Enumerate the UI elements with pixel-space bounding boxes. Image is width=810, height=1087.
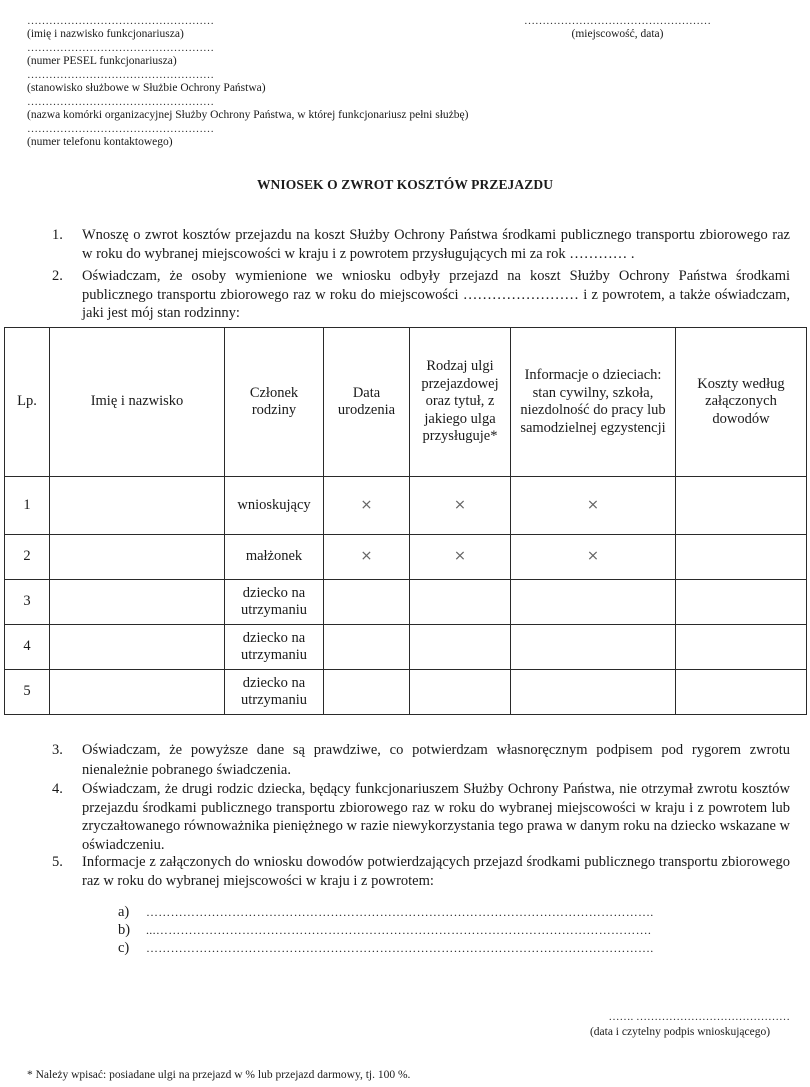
evidence-label-a: a) — [118, 904, 130, 920]
position-field-dots: …………………………………………… — [27, 70, 214, 81]
point-3-text: Oświadczam, że powyższe dane są prawdziwe, co potwierdzam własnoręcznym podpisem pod rygorem zwrotu nienależnie pobranego świadczenia. — [82, 742, 790, 778]
cell-costs[interactable] — [676, 580, 807, 625]
pesel-field-dots: …………………………………………… — [27, 43, 214, 54]
phone-field[interactable] — [27, 124, 249, 149]
col-header-lp: Lp. — [5, 328, 50, 477]
cell-member: dziecko na utrzymaniu — [225, 625, 324, 670]
point-2-text: Oświadczam, że osoby wymienione we wniosku odbyły przejazd na koszt Służby Ochrony Państwa środkami publicznego transportu zbiorowego raz w roku do miejscowości …………………… i z powrotem, a także oświadczam, jaki jest mój stan rodzinny: — [82, 268, 790, 321]
cell-costs[interactable] — [676, 477, 807, 535]
cell-name[interactable] — [50, 580, 225, 625]
point-3-number: 3. — [52, 742, 63, 758]
phone-field-label: (numer telefonu kontaktowego) — [27, 136, 173, 148]
cell-name[interactable] — [50, 625, 225, 670]
evidence-dots-c: ……………………………………………………………………………………………………………. — [146, 941, 654, 955]
cell-birth[interactable] — [324, 625, 410, 670]
cell-name[interactable] — [50, 477, 225, 535]
signature-field[interactable] — [550, 1012, 790, 1039]
cell-lp: 2 — [5, 535, 50, 580]
col-header-relief: Rodzaj ulgi przejazdowej oraz tytuł, z jakiego ulga przysługuje* — [410, 328, 511, 477]
table-row — [5, 670, 807, 715]
position-field[interactable] — [27, 70, 266, 95]
point-5-number: 5. — [52, 854, 63, 870]
cell-lp: 4 — [5, 625, 50, 670]
cell-children[interactable] — [511, 625, 676, 670]
point-1-number: 1. — [52, 227, 63, 243]
col-header-birth: Data urodzenia — [324, 328, 410, 477]
unit-field-label: (nazwa komórki organizacyjnej Służby Ochrony Państwa, w której funkcjonariusz pełni służbę) — [27, 109, 469, 121]
cell-costs[interactable] — [676, 535, 807, 580]
cell-children[interactable] — [511, 670, 676, 715]
phone-field-dots: …………………………………………… — [27, 124, 214, 135]
point-5 — [52, 853, 790, 890]
cell-relief: × — [410, 535, 511, 580]
point-3 — [52, 740, 790, 780]
cell-member: wnioskujący — [225, 477, 324, 535]
cell-lp: 5 — [5, 670, 50, 715]
cell-relief[interactable] — [410, 670, 511, 715]
unit-field[interactable] — [27, 97, 468, 122]
col-header-costs: Koszty według załączonych dowodów — [676, 328, 807, 477]
col-header-member: Członek rodziny — [225, 328, 324, 477]
cell-name[interactable] — [50, 535, 225, 580]
cell-birth: × — [324, 477, 410, 535]
evidence-dots-b: ...…………………………………………………………………………………………………………. — [146, 923, 652, 937]
cell-relief[interactable] — [410, 580, 511, 625]
cell-member: dziecko na utrzymaniu — [225, 580, 324, 625]
evidence-label-c: c) — [118, 940, 130, 956]
cell-member: dziecko na utrzymaniu — [225, 670, 324, 715]
name-field[interactable] — [27, 16, 249, 41]
col-header-children: Informacje o dzieciach: stan cywilny, szkoła, niezdolność do pracy lub samodzielnej egzystencji — [511, 328, 676, 477]
evidence-label-b: b) — [118, 922, 131, 938]
pesel-field-label: (numer PESEL funkcjonariusza) — [27, 55, 177, 67]
point-4-text: Oświadczam, że drugi rodzic dziecka, będący funkcjonariuszem Służby Ochrony Państwa, nie otrzymał zwrotu kosztów przejazdu środkami publicznego transportu zbiorowego raz w roku do wybranej miejscowości w kraju i z powrotem lub zryczałtowanego równoważnika pieniężnego w razie niewykorzystania tego prawa w danym roku na dziecko wskazane w oświadczeniu. — [82, 781, 790, 853]
table-row — [5, 535, 807, 580]
position-field-label: (stanowisko służbowe w Służbie Ochrony Państwa) — [27, 82, 266, 94]
table-row — [5, 477, 807, 535]
point-2 — [52, 267, 790, 323]
cell-children: × — [511, 535, 676, 580]
cell-costs[interactable] — [676, 625, 807, 670]
page-title: WNIOSEK O ZWROT KOSZTÓW PRZEJAZDU — [256, 177, 554, 192]
table-row — [5, 580, 807, 625]
footnote: * Należy wpisać: posiadane ulgi na przejazd w % lub przejazd darmowy, tj. 100 %. — [27, 1069, 411, 1081]
col-header-name: Imię i nazwisko — [50, 328, 225, 477]
evidence-item-b[interactable] — [118, 921, 793, 939]
table-header-row — [5, 328, 807, 477]
cell-relief: × — [410, 477, 511, 535]
evidence-item-a[interactable] — [118, 903, 793, 921]
point-1-text: Wnoszę o zwrot kosztów przejazdu na koszt Służby Ochrony Państwa środkami publicznego transportu zbiorowego raz w roku do wybranej miejscowości w kraju i z powrotem przysługujących mi za rok ………… . — [82, 227, 790, 262]
family-table — [4, 327, 807, 715]
cell-costs[interactable] — [676, 670, 807, 715]
cell-birth[interactable] — [324, 580, 410, 625]
place-date-dots: …………………………………………… — [524, 16, 711, 27]
signature-label: (data i czytelny podpis wnioskującego) — [589, 1026, 771, 1038]
cell-lp: 1 — [5, 477, 50, 535]
place-date-label: (miejscowość, data) — [571, 28, 664, 40]
cell-member: małżonek — [225, 535, 324, 580]
cell-birth[interactable] — [324, 670, 410, 715]
signature-dots: ……. …………………………………… — [608, 1012, 790, 1023]
table-row — [5, 625, 807, 670]
cell-children[interactable] — [511, 580, 676, 625]
evidence-item-c[interactable] — [118, 939, 793, 957]
point-1 — [52, 226, 790, 263]
cell-lp: 3 — [5, 580, 50, 625]
name-field-label: (imię i nazwisko funkcjonariusza) — [27, 28, 184, 40]
cell-children: × — [511, 477, 676, 535]
name-field-dots: …………………………………………… — [27, 16, 214, 27]
evidence-dots-a: ……………………………………………………………………………………………………………. — [146, 905, 654, 919]
cell-name[interactable] — [50, 670, 225, 715]
point-4 — [52, 780, 790, 854]
cell-birth: × — [324, 535, 410, 580]
point-5-text: Informacje z załączonych do wniosku dowodów potwierdzających przejazd środkami publicznego transportu zbiorowego raz w roku do wybranej miejscowości w kraju i z powrotem: — [82, 854, 790, 889]
unit-field-dots: …………………………………………… — [27, 97, 214, 108]
point-4-number: 4. — [52, 781, 63, 797]
cell-relief[interactable] — [410, 625, 511, 670]
pesel-field[interactable] — [27, 43, 249, 68]
point-2-number: 2. — [52, 268, 63, 284]
place-date-field[interactable] — [510, 16, 725, 41]
